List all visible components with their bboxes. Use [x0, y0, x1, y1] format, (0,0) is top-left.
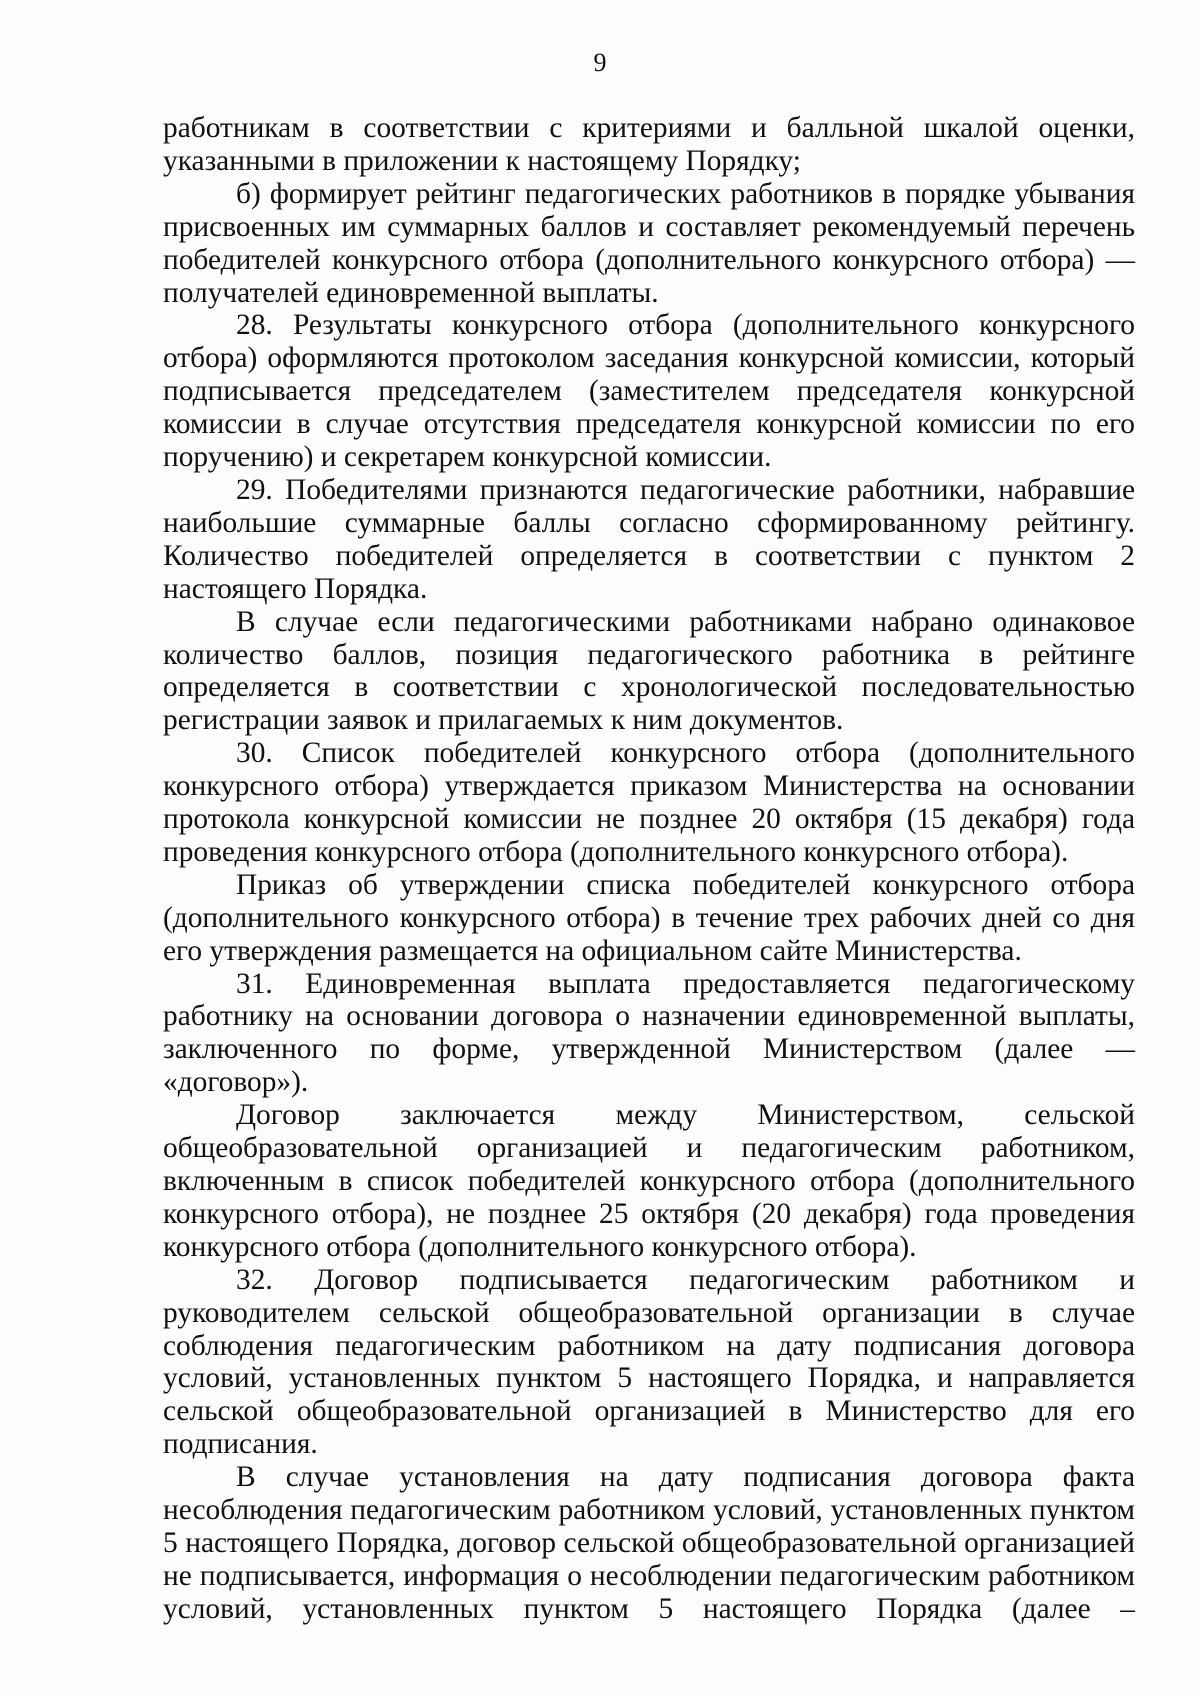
paragraph-order-publication: Приказ об утверждении списка победителей конкурсного отбора (дополнительного конкурсного отбора) в течение трех рабочих дней со дня его утверждения размещается на официальном сайте Министерства.	[163, 868, 1135, 967]
paragraph-noncompliance: В случае установления на дату подписания договора факта несоблюдения педагогическим работником условий, установленных пунктом 5 настоящего Порядка, договор сельской общеобразовательной организацией не подписывается, информация о несоблюдении педагогическим работником условий, установленных пунктом 5 настоящего Порядка (далее –	[163, 1461, 1135, 1625]
paragraph-clause-29: 29. Победителями признаются педагогические работники, набравшие наибольшие суммарные баллы согласно сформированному рейтингу. Количество победителей определяется в соответствии с пунктом 2 настоящего Порядка.	[163, 473, 1135, 605]
page-number: 9	[593, 48, 607, 77]
paragraph-clause-28: 28. Результаты конкурсного отбора (дополнительного конкурсного отбора) оформляются протоколом заседания конкурсной комиссии, который подписывается председателем (заместителем председателя конкурсной комиссии в случае отсутствия председателя конкурсной комиссии по его поручению) и секретарем конкурсной комиссии.	[163, 309, 1135, 474]
paragraph-clause-32: 32. Договор подписывается педагогическим работником и руководителем сельской общеобразовательной организации в случае соблюдения педагогическим работником на дату подписания договора условий, установленных пунктом 5 настоящего Порядка, и направляется сельской общеобразовательной организацией в Министерство для его подписания.	[163, 1263, 1135, 1461]
paragraph-contract-conclusion: Договор заключается между Министерством, сельской общеобразовательной организацией и педагогическим работником, включенным в список победителей конкурсного отбора (дополнительного конкурсного отбора), не позднее 25 октября (20 декабря) года проведения конкурсного отбора (дополнительного конкурсного отбора).	[163, 1099, 1135, 1263]
paragraph-equal-scores: В случае если педагогическими работниками набрано одинаковое количество баллов, позиция педагогического работника в рейтинге определяется в соответствии с хронологической последовательностью регистрации заявок и прилагаемых к ним документов.	[163, 605, 1135, 737]
paragraph-rating: б) формирует рейтинг педагогических работников в порядке убывания присвоенных им суммарных баллов и составляет рекомендуемый перечень победителей конкурсного отбора (дополнительного конкурсного отбора) — получателей единовременной выплаты.	[163, 177, 1135, 309]
document-body	[163, 112, 1135, 1626]
paragraph-criteria-continuation: работникам в соответствии с критериями и балльной шкалой оценки, указанными в приложении к настоящему Порядку;	[163, 112, 1135, 177]
paragraph-clause-31: 31. Единовременная выплата предоставляется педагогическому работнику на основании договора о назначении единовременной выплаты, заключенного по форме, утвержденной Министерством (далее — «договор»).	[163, 967, 1135, 1099]
paragraph-clause-30: 30. Список победителей конкурсного отбора (дополнительного конкурсного отбора) утверждается приказом Министерства на основании протокола конкурсной комиссии не позднее 20 октября (15 декабря) года проведения конкурсного отбора (дополнительного конкурсного отбора).	[163, 737, 1135, 868]
